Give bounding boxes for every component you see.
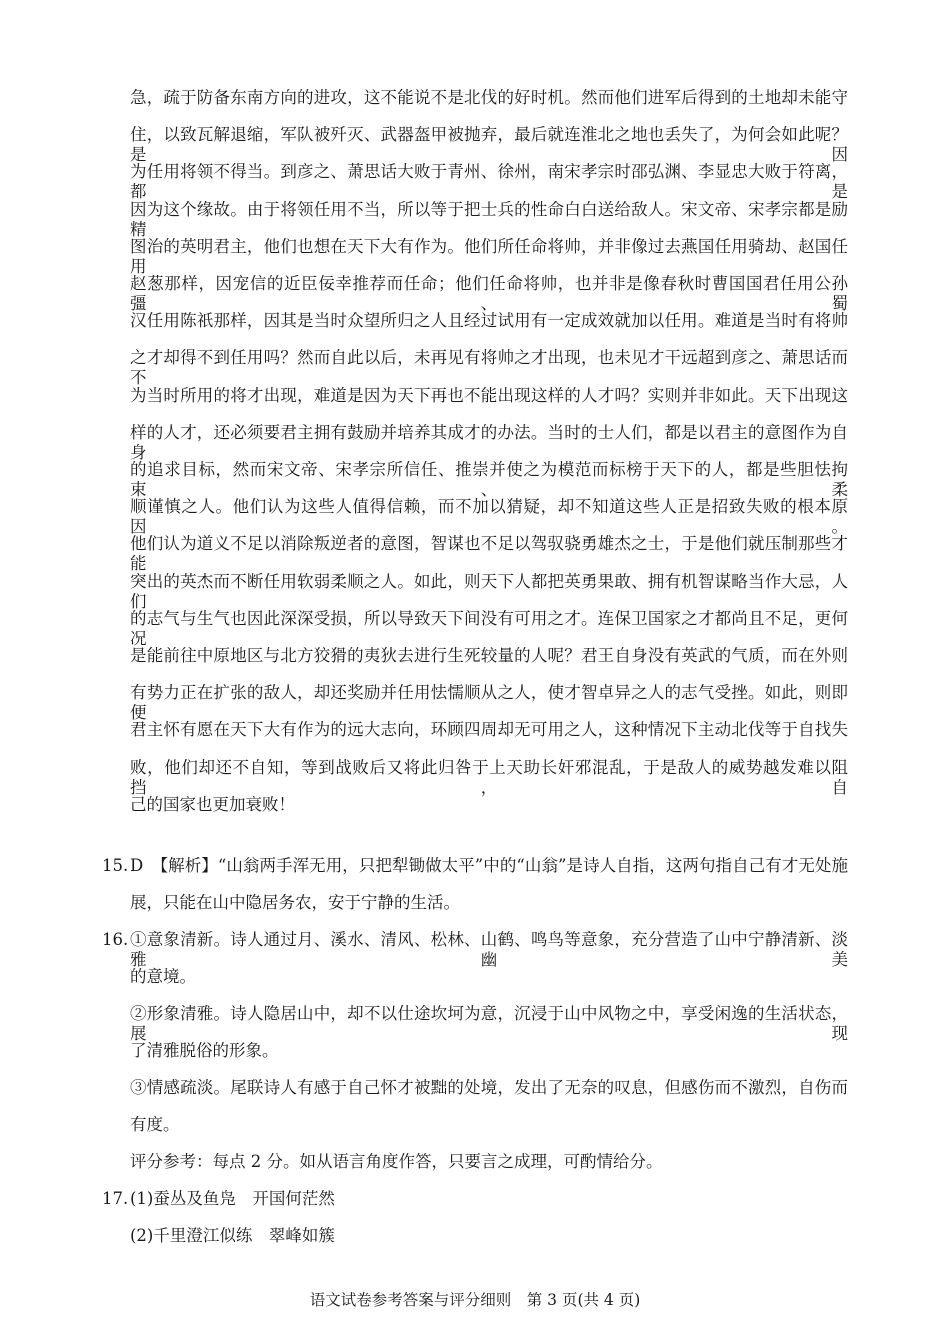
passage-line: 己的国家也更加衰败！ <box>130 794 295 814</box>
q16-point-1-cont: 的意境。 <box>130 967 196 986</box>
passage-line: 顺谨慎之人。他们认为这些人值得信赖，而不加以猜疑，却不知道这些人正是招致失败的根本原因。 <box>130 497 848 537</box>
passage-line: 突出的英杰而不断任用软弱柔顺之人。如此，则天下人都把英勇果敢、拥有机智谋略当作大忌，人们 <box>130 571 848 611</box>
q17-answer-2: (2)千里澄江似练 翠峰如簇 <box>130 1226 335 1245</box>
passage-line: 汉任用陈祇那样，因其是当时众望所归之人且经过试用有一定成效就加以任用。难道是当时有将帅 <box>130 311 848 331</box>
question-number: 17. <box>102 1189 129 1208</box>
question-number: 15. <box>102 856 129 875</box>
passage-line: 败，他们却还不自知，等到战败后又将此归咎于上天助长奸邪混乱，于是敌人的威势越发难以阻挡，自 <box>130 757 848 797</box>
q16-point-3-cont: 有度。 <box>130 1115 180 1134</box>
q16-point-2-cont: 了清雅脱俗的形象。 <box>130 1041 279 1060</box>
passage-line: 他们认为道义不足以消除叛逆者的意图，智谋也不足以驾驭骁勇雄杰之士，于是他们就压制那些才能 <box>130 534 848 574</box>
q16-scoring-note: 评分参考：每点 2 分。如从语言角度作答，只要言之成理，可酌情给分。 <box>130 1152 663 1171</box>
passage-line: 住，以致瓦解退缩，军队被歼灭、武器盔甲被抛弃，最后就连淮北之地也丢失了，为何会如此呢？是因 <box>130 125 848 165</box>
page-footer: 语文试卷参考答案与评分细则 第 3 页(共 4 页) <box>309 1291 641 1309</box>
passage-line: 图治的英明君主，他们也想在天下大有作为。他们所任命将帅，并非像过去燕国任用骑劫、赵国任用 <box>130 236 848 276</box>
passage-line: 为任用将领不得当。到彦之、萧思话大败于青州、徐州，南宋孝宗时邵弘渊、李显忠大败于符离，都是 <box>130 162 848 202</box>
q17-answer-1: (1)蚕丛及鱼凫 开国何茫然 <box>130 1189 335 1208</box>
q15-line: D 【解析】“山翁两手浑无用，只把犁锄做太平”中的“山翁”是诗人自指，这两句指自己有才无处施 <box>130 856 848 875</box>
q15-line: 展，只能在山中隐居务农，安于宁静的生活。 <box>130 893 460 912</box>
passage-line: 赵葱那样，因宠信的近臣佞幸推荐而任命；他们任命将帅，也并非是像春秋时曹国国君任用公孙彊、蜀 <box>130 274 848 313</box>
passage-line: 君主怀有愿在天下大有作为的远大志向，环顾四周却无可用之人，这种情况下主动北伐等于自找失 <box>130 720 848 740</box>
passage-line: 有势力正在扩张的敌人，却还奖励并任用怯懦顺从之人，使才智卓异之人的志气受挫。如此，则即便 <box>130 683 848 723</box>
passage-line: 之才却得不到任用吗？然而自此以后，未再见有将帅之才出现，也未见才干远超到彦之、萧思话而不 <box>130 348 848 388</box>
q16-point-1: ①意象清新。诗人通过月、溪水、清风、松林、山鹤、鸣鸟等意象，充分营造了山中宁静清新、淡雅幽美 <box>130 930 848 969</box>
passage-line: 的志气与生气也因此深深受损，所以导致天下间没有可用之才。连保卫国家之才都尚且不足，更何况 <box>130 608 848 648</box>
passage-line: 因为这个缘故。由于将领任用不当，所以等于把士兵的性命白白送给敌人。宋文帝、宋孝宗都是励精 <box>130 199 848 239</box>
passage-line: 急，疏于防备东南方向的进攻，这不能说不是北伐的好时机。然而他们进军后得到的土地却未能守 <box>130 88 848 107</box>
q16-point-2: ②形象清雅。诗人隐居山中，却不以仕途坎坷为意，沉浸于山中风物之中，享受闲逸的生活状态，展现 <box>130 1004 848 1043</box>
question-number: 16. <box>102 930 129 949</box>
q16-point-3: ③情感疏淡。尾联诗人有感于自己怀才被黜的处境，发出了无奈的叹息，但感伤而不激烈，自伤而 <box>130 1078 848 1097</box>
passage-line: 为当时所用的将才出现，难道是因为天下再也不能出现这样的人才吗？实则并非如此。天下出现这 <box>130 385 848 405</box>
passage-line: 的追求目标，然而宋文帝、宋孝宗所信任、推崇并使之为模范而标榜于天下的人，都是些胆怯拘束、柔 <box>130 460 848 499</box>
passage-line: 是能前往中原地区与北方狡猾的夷狄去进行生死较量的人呢？君王自身没有英武的气质，而在外则 <box>130 646 848 665</box>
passage-line: 样的人才，还必须要君主拥有鼓励并培养其成才的办法。当时的士人们，都是以君主的意图作为自身 <box>130 422 848 462</box>
